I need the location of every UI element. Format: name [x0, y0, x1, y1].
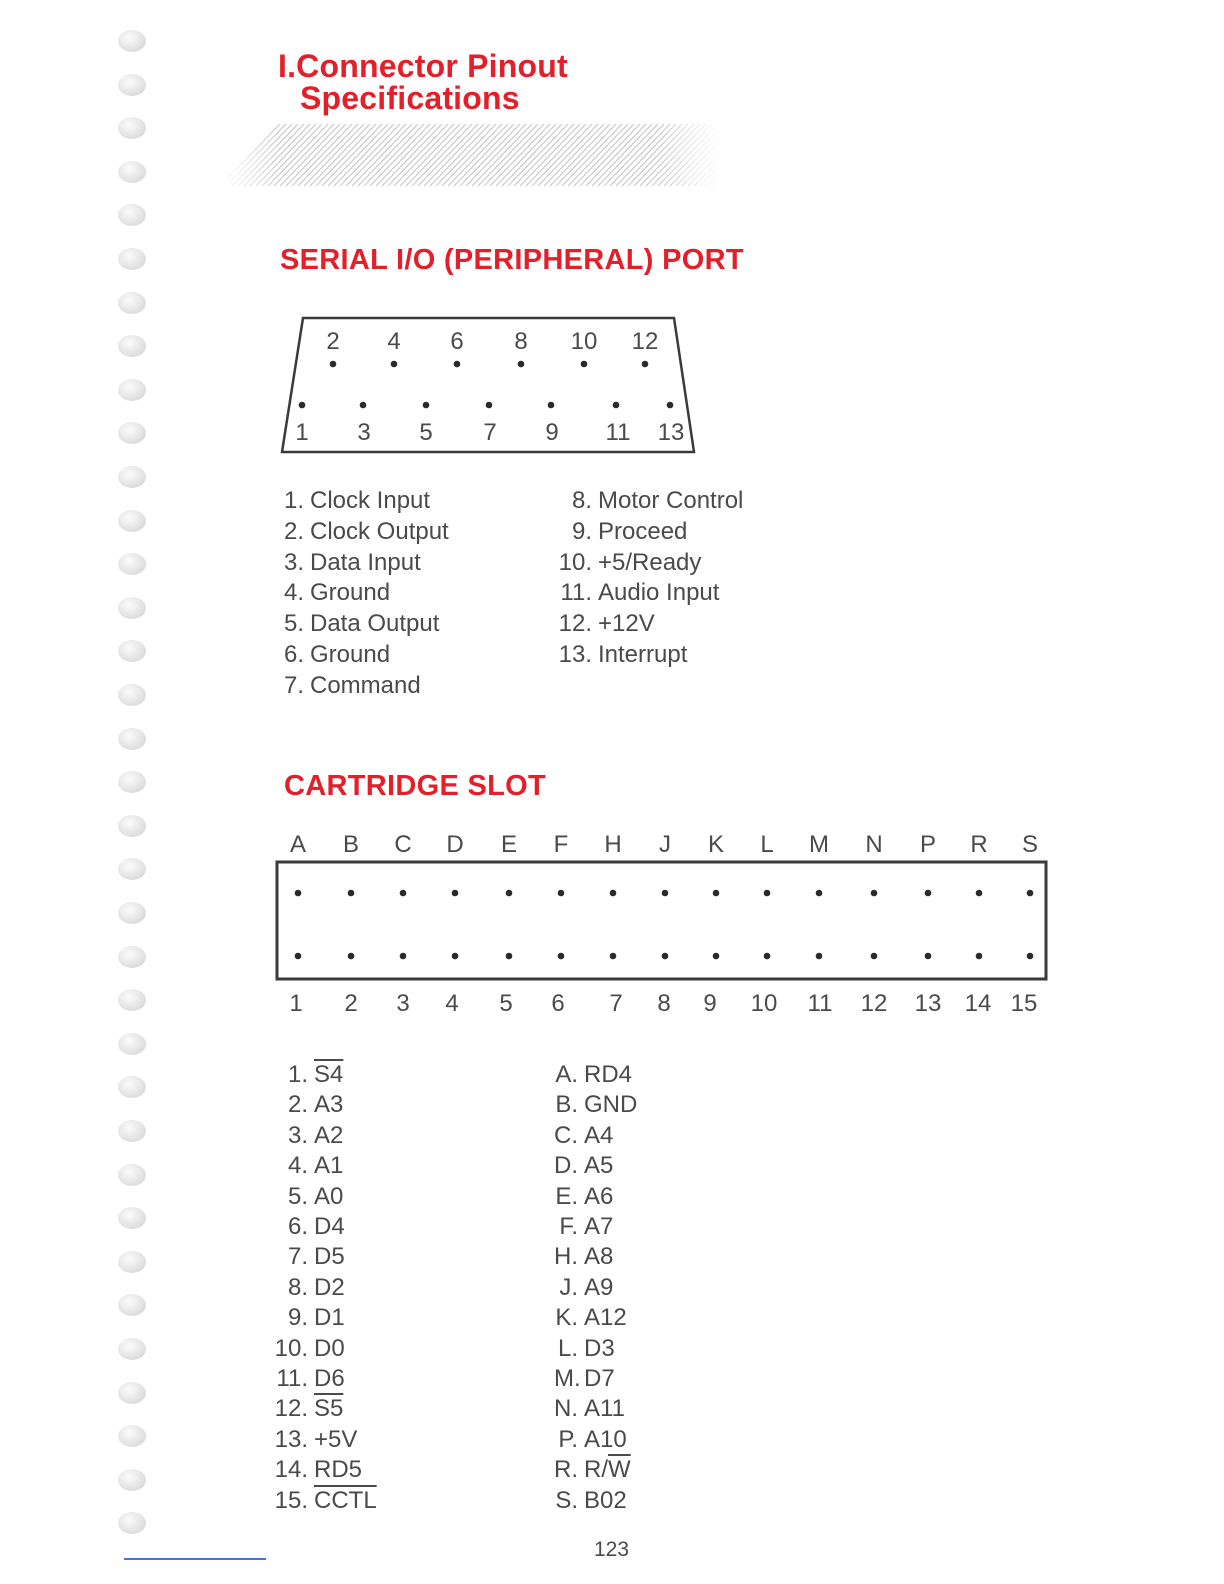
binding-hole: [118, 422, 146, 444]
binding-hole: [118, 292, 146, 314]
pin-number: F.: [559, 1213, 578, 1241]
serial-pin-item: [552, 578, 743, 609]
pin-signal: CCTL: [314, 1486, 377, 1514]
cartridge-pin-dot: [976, 953, 983, 960]
serial-pin-label: 1: [295, 419, 309, 446]
pin-number: 4.: [287, 1152, 308, 1180]
pin-signal: Clock Output: [310, 517, 449, 545]
cartridge-pin-dot: [610, 890, 617, 897]
serial-pin-item: [282, 578, 449, 609]
serial-pin-item: [552, 609, 743, 640]
cartridge-pin-item: [554, 1455, 637, 1485]
binding-hole: [118, 771, 146, 793]
pin-number: 10.: [274, 1334, 308, 1362]
cartridge-pin-letter: N: [865, 831, 883, 858]
pin-number: H.: [554, 1243, 578, 1271]
binding-hole: [118, 1120, 146, 1142]
title-line-2: Specifications: [300, 80, 520, 116]
binding-hole: [118, 1251, 146, 1273]
pin-number: K.: [555, 1304, 578, 1332]
cartridge-pin-number: 1: [289, 990, 303, 1017]
pin-number: 3.: [287, 1121, 308, 1149]
serial-pin-item: [282, 671, 449, 702]
cartridge-pin-dot: [816, 890, 823, 897]
cartridge-pin-dot: [295, 953, 302, 960]
pin-signal: A11: [584, 1395, 625, 1423]
binding-hole: [118, 946, 146, 968]
page-number: 123: [594, 1538, 630, 1561]
cartridge-pin-dot: [506, 953, 513, 960]
cartridge-pin-dot: [452, 953, 459, 960]
cartridge-pin-dot: [871, 953, 878, 960]
serial-pin-dot: [330, 361, 337, 368]
pin-signal: S4: [314, 1061, 344, 1088]
cartridge-pin-item: [272, 1090, 377, 1120]
binding-hole: [118, 1076, 146, 1098]
binding-hole: [118, 728, 146, 750]
pin-number: E.: [555, 1182, 578, 1210]
serial-pin-item: [282, 609, 449, 640]
pin-number: 6.: [283, 640, 304, 668]
cartridge-slot-diagram: [270, 824, 1060, 1024]
pin-signal: A12: [584, 1304, 627, 1332]
pin-signal: Clock Input: [310, 487, 431, 514]
binding-hole: [118, 30, 146, 52]
serial-pin-item: [282, 640, 449, 671]
cartridge-pin-letter: A: [289, 831, 307, 858]
cartridge-pin-item: [554, 1273, 637, 1303]
binding-hole: [118, 510, 146, 532]
cartridge-pin-dot: [1027, 890, 1034, 897]
pin-signal: +5V: [314, 1425, 358, 1453]
binding-hole: [118, 597, 146, 619]
serial-pin-item: [282, 517, 449, 548]
pin-signal: $R/\overline{W}$: [584, 1456, 631, 1484]
binding-hole: [118, 1207, 146, 1229]
serial-pin-label: 3: [357, 419, 371, 446]
cartridge-pin-dot: [1027, 953, 1034, 960]
cartridge-connector-outline: [277, 862, 1046, 979]
cartridge-pin-item: [554, 1151, 637, 1181]
cartridge-pin-item: [554, 1182, 637, 1212]
binding-hole: [118, 74, 146, 96]
serial-pin-dot: [423, 402, 430, 409]
cartridge-pin-number: 4: [445, 990, 459, 1017]
pin-signal: Data Output: [310, 610, 440, 638]
cartridge-pin-letter: H: [604, 831, 622, 858]
serial-pin-label: 5: [419, 419, 433, 446]
pin-number: 12.: [558, 610, 592, 638]
cartridge-pin-number: 6: [551, 990, 565, 1017]
binding-hole: [118, 640, 146, 662]
hatch-stroke: [694, 124, 720, 186]
pin-number: 2.: [287, 1091, 308, 1119]
binding-hole: [118, 1382, 146, 1404]
cartridge-pin-number: 7: [609, 990, 623, 1017]
cartridge-pin-dot: [400, 890, 407, 897]
binding-hole: [118, 161, 146, 183]
cartridge-pin-letter: P: [919, 831, 937, 858]
cartridge-pin-dot: [713, 953, 720, 960]
pin-number: 15.: [274, 1486, 308, 1514]
pin-signal: A0: [314, 1182, 344, 1210]
cartridge-pin-item: [554, 1090, 637, 1120]
pin-signal: RD5: [314, 1456, 363, 1484]
cartridge-pin-item: [272, 1182, 377, 1212]
cartridge-pin-dot: [295, 890, 302, 897]
binding-hole: [118, 684, 146, 706]
binding-hole: [118, 379, 146, 401]
pin-signal: GND: [584, 1091, 638, 1119]
pin-signal: A1: [314, 1152, 344, 1180]
serial-pin-item: [282, 486, 449, 517]
binding-hole: [118, 858, 146, 880]
cartridge-pin-letter: D: [446, 831, 464, 858]
serial-pin-dot: [642, 361, 649, 368]
pin-signal: D3: [584, 1334, 615, 1362]
serial-port-diagram: [276, 312, 706, 460]
cartridge-pin-item: [272, 1242, 377, 1272]
cartridge-pin-dot: [348, 953, 355, 960]
page-title: [278, 50, 568, 114]
serial-pin-label: 11: [605, 419, 631, 446]
cartridge-pin-item: [554, 1303, 637, 1333]
pin-number: M.: [554, 1365, 581, 1393]
cartridge-pin-item: [272, 1486, 377, 1516]
binding-hole: [118, 117, 146, 139]
pin-number: 11.: [560, 579, 592, 607]
cartridge-pin-dot: [925, 890, 932, 897]
pin-number: 13.: [558, 640, 592, 668]
serial-pin-label: 8: [514, 328, 528, 355]
cartridge-pin-item: [272, 1455, 377, 1485]
cartridge-pin-item: [272, 1364, 377, 1394]
pin-number: B.: [555, 1091, 578, 1119]
cartridge-pin-dot: [764, 890, 771, 897]
pin-signal: S5: [314, 1395, 344, 1423]
pin-number: 13.: [274, 1425, 308, 1453]
cartridge-pin-dot: [925, 953, 932, 960]
cartridge-pin-letter: C: [394, 831, 412, 858]
cartridge-pin-letter: B: [342, 831, 360, 858]
pin-number: 10.: [558, 548, 592, 576]
pin-number: 4.: [283, 579, 304, 607]
pin-number: 6.: [287, 1213, 308, 1241]
serial-pin-label: 12: [631, 328, 659, 355]
pin-number: N.: [554, 1395, 578, 1423]
pin-signal: B02: [584, 1486, 627, 1514]
pin-number: 1.: [283, 487, 304, 514]
pin-signal: Ground: [310, 640, 391, 668]
pin-signal: D7: [584, 1365, 615, 1393]
serial-pin-dot: [391, 361, 398, 368]
cartridge-pin-item: [554, 1212, 637, 1242]
cartridge-pin-dot: [871, 890, 878, 897]
serial-pin-list-right: [552, 486, 743, 671]
pin-signal: A10: [584, 1425, 627, 1453]
cartridge-pin-item: [272, 1121, 377, 1151]
cartridge-pin-item: [272, 1303, 377, 1333]
cartridge-pin-letter: E: [500, 831, 518, 858]
cartridge-slot-heading: CARTRIDGE SLOT: [284, 770, 546, 802]
pin-signal: Proceed: [598, 517, 688, 545]
pin-signal: A3: [314, 1091, 344, 1119]
cartridge-pin-number: 5: [499, 990, 513, 1017]
pin-number: S.: [555, 1486, 578, 1514]
serial-pin-label: 9: [545, 419, 559, 446]
cartridge-pin-item: [554, 1334, 637, 1364]
cartridge-pin-list-letters: [554, 1060, 637, 1516]
pin-signal: RD4: [584, 1061, 633, 1088]
cartridge-pin-dot: [558, 953, 565, 960]
pin-number: A.: [555, 1061, 578, 1088]
cartridge-pin-number: 15: [1010, 990, 1038, 1017]
binding-hole: [118, 1425, 146, 1447]
cartridge-pin-item: [272, 1212, 377, 1242]
cartridge-pin-number: 14: [964, 990, 992, 1017]
cartridge-pin-number: 2: [344, 990, 358, 1017]
cartridge-pin-item: [554, 1242, 637, 1272]
cartridge-pin-letter: L: [760, 831, 774, 858]
serial-pin-item: [282, 548, 449, 579]
pin-number: 14.: [274, 1456, 308, 1484]
cartridge-pin-letter: J: [659, 831, 671, 858]
cartridge-pin-dot: [662, 953, 669, 960]
serial-pin-label: 6: [450, 328, 464, 355]
pin-signal: A2: [314, 1121, 344, 1149]
serial-pin-dot: [548, 402, 555, 409]
cartridge-pin-dot: [764, 953, 771, 960]
cartridge-pin-dot: [558, 890, 565, 897]
pin-signal: A4: [584, 1121, 614, 1149]
binding-hole: [118, 902, 146, 924]
cartridge-pin-item: [272, 1394, 377, 1424]
binding-hole: [118, 204, 146, 226]
cartridge-pin-dot: [662, 890, 669, 897]
cartridge-pin-dot: [506, 890, 513, 897]
serial-pin-dot: [613, 402, 620, 409]
cartridge-pin-item: [272, 1151, 377, 1181]
pin-signal: D4: [314, 1213, 345, 1241]
pin-number: J.: [559, 1273, 578, 1301]
pin-signal: Motor Control: [598, 487, 744, 514]
cartridge-pin-letter: F: [553, 831, 569, 858]
binding-hole: [118, 1294, 146, 1316]
pin-signal: Command: [310, 671, 421, 699]
cartridge-pin-number: 10: [750, 990, 778, 1017]
cartridge-pin-item: [272, 1334, 377, 1364]
pin-number: L.: [557, 1334, 578, 1362]
cartridge-pin-number: 9: [703, 990, 717, 1017]
decorative-hatch-band: [220, 122, 720, 188]
binding-hole: [118, 335, 146, 357]
pin-signal: +5/Ready: [598, 548, 702, 576]
pin-number: 5.: [287, 1182, 308, 1210]
title-line-1: I.Connector Pinout: [278, 48, 568, 84]
binding-hole: [118, 1469, 146, 1491]
serial-pin-dot: [667, 402, 674, 409]
pin-number: 9.: [571, 517, 592, 545]
cartridge-pin-item: [272, 1273, 377, 1303]
pin-signal: Ground: [310, 579, 391, 607]
cartridge-pin-item: [272, 1425, 377, 1455]
pin-signal: Interrupt: [598, 640, 688, 668]
pin-number: 9.: [287, 1304, 308, 1332]
pin-number: 1.: [287, 1061, 308, 1088]
pin-signal: D5: [314, 1243, 345, 1271]
cartridge-pin-dot: [713, 890, 720, 897]
cartridge-pin-number: 8: [657, 990, 671, 1017]
cartridge-pin-item: [554, 1060, 637, 1090]
binding-hole: [118, 1033, 146, 1055]
pin-number: 8.: [287, 1273, 308, 1301]
serial-pin-label: 4: [387, 328, 401, 355]
serial-pin-item: [552, 486, 743, 517]
cartridge-pin-number: 11: [807, 990, 833, 1017]
binding-hole: [118, 248, 146, 270]
cartridge-pin-item: [554, 1364, 637, 1394]
binding-hole: [118, 1164, 146, 1186]
binding-hole: [118, 1512, 146, 1534]
pin-signal: A8: [584, 1243, 614, 1271]
cartridge-pin-number: 13: [914, 990, 942, 1017]
cartridge-pin-dot: [400, 953, 407, 960]
pin-number: P.: [558, 1425, 578, 1453]
cartridge-pin-letter: S: [1021, 831, 1039, 858]
pin-signal: A9: [584, 1273, 614, 1301]
serial-pin-dot: [360, 402, 367, 409]
pin-number: 12.: [274, 1395, 308, 1423]
pin-number: 2.: [283, 517, 304, 545]
cartridge-pin-dot: [452, 890, 459, 897]
cartridge-pin-list-numbers: [272, 1060, 377, 1516]
pin-number: 3.: [283, 548, 304, 576]
pin-signal: A6: [584, 1182, 614, 1210]
cartridge-pin-dot: [610, 953, 617, 960]
pin-signal: D2: [314, 1273, 345, 1301]
cartridge-pin-dot: [976, 890, 983, 897]
pin-signal: A5: [584, 1152, 614, 1180]
cartridge-pin-number: 3: [396, 990, 410, 1017]
serial-pin-list-left: [282, 486, 449, 702]
pin-signal: +12V: [598, 610, 655, 638]
binding-hole: [118, 989, 146, 1011]
serial-pin-item: [552, 548, 743, 579]
pin-signal: Data Input: [310, 548, 421, 576]
cartridge-pin-item: [554, 1394, 637, 1424]
pin-signal: A7: [584, 1213, 614, 1241]
pin-signal: D6: [314, 1365, 345, 1393]
binding-hole: [118, 553, 146, 575]
pin-number: D.: [554, 1152, 578, 1180]
pin-number: 11.: [276, 1365, 308, 1393]
pin-signal: Audio Input: [598, 579, 720, 607]
serial-pin-label: 2: [326, 328, 340, 355]
cartridge-pin-dot: [348, 890, 355, 897]
serial-pin-label: 7: [483, 419, 497, 446]
serial-pin-dot: [299, 402, 306, 409]
pin-number: 7.: [287, 1243, 308, 1271]
serial-pin-dot: [486, 402, 493, 409]
cartridge-pin-number: 12: [860, 990, 888, 1017]
pin-number: 5.: [283, 610, 304, 638]
binding-hole: [118, 815, 146, 837]
serial-pin-label: 13: [657, 419, 685, 446]
pin-number: R.: [554, 1456, 578, 1484]
pin-number: 7.: [283, 671, 304, 699]
pin-number: C.: [554, 1121, 578, 1149]
cartridge-pin-item: [554, 1425, 637, 1455]
serial-pin-dot: [518, 361, 525, 368]
serial-pin-dot: [454, 361, 461, 368]
serial-pin-label: 10: [570, 328, 598, 355]
pin-signal: D0: [314, 1334, 345, 1362]
binding-hole: [118, 466, 146, 488]
cartridge-pin-letter: R: [970, 831, 988, 858]
cartridge-pin-letter: M: [809, 831, 829, 858]
serial-pin-dot: [581, 361, 588, 368]
binding-hole: [118, 1338, 146, 1360]
cartridge-pin-item: [554, 1121, 637, 1151]
serial-pin-item: [552, 640, 743, 671]
cartridge-pin-dot: [816, 953, 823, 960]
serial-port-heading: SERIAL I/O (PERIPHERAL) PORT: [280, 244, 744, 276]
cartridge-pin-item: [554, 1486, 637, 1516]
footer-rule: [124, 1558, 266, 1560]
binding-holes: [118, 30, 148, 1550]
cartridge-pin-letter: K: [707, 831, 725, 858]
pin-number: 8.: [571, 487, 592, 514]
cartridge-pin-item: [272, 1060, 377, 1090]
pin-signal: D1: [314, 1304, 345, 1332]
serial-pin-item: [552, 517, 743, 548]
